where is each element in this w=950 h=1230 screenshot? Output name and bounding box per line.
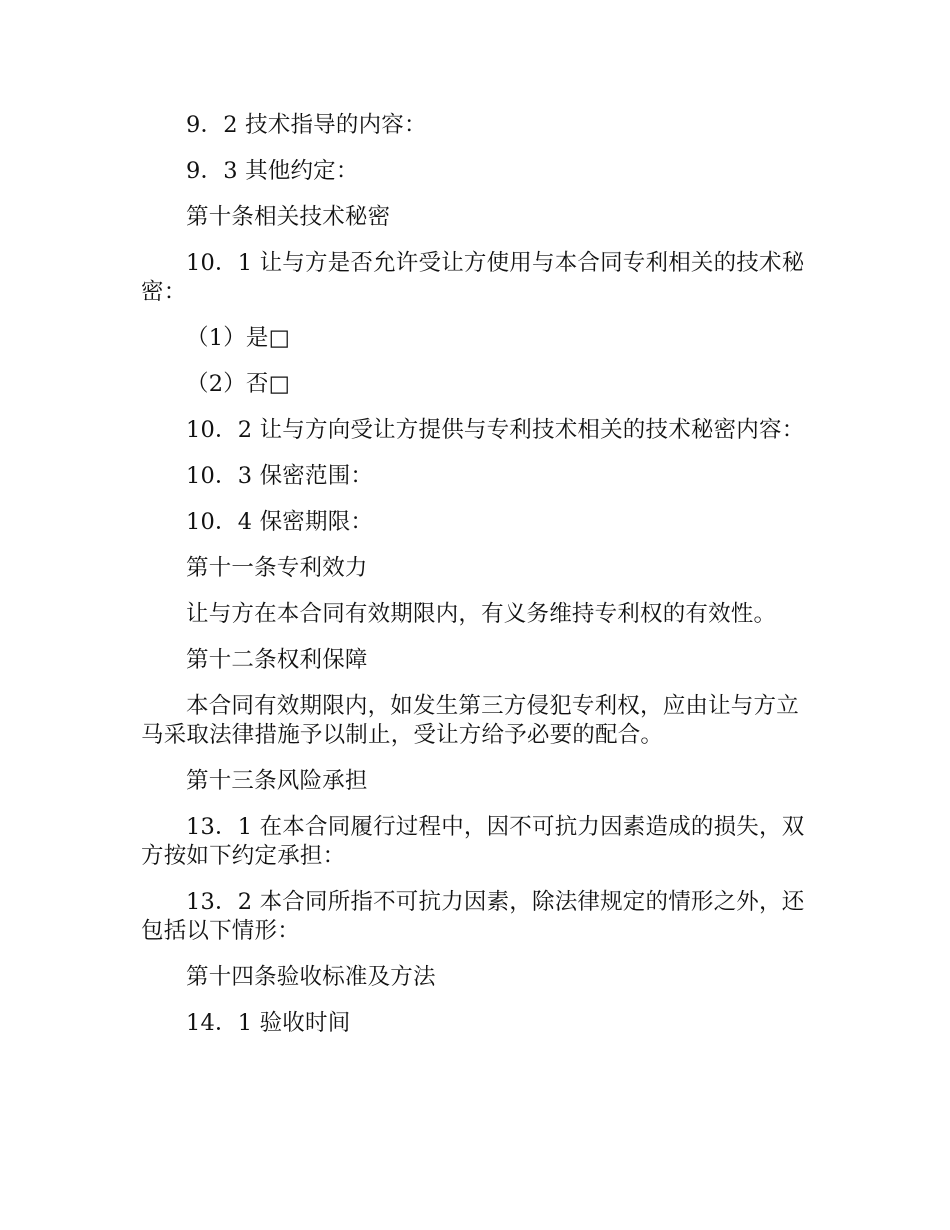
option-yes: （1）是□	[186, 325, 291, 351]
paragraph-9-3: 9．3 其他约定：	[186, 158, 359, 184]
paragraph-12-body: 本合同有效期限内，如发生第三方侵犯专利权，应由让与方立马采取法律措施予以制止，受让方给予必要的配合。	[141, 693, 799, 748]
article-12-heading: 第十二条权利保障	[186, 647, 368, 673]
paragraph-10-2: 10．2 让与方向受让方提供与专利技术相关的技术秘密内容：	[186, 417, 805, 443]
paragraph-14-1: 14．1 验收时间	[186, 1010, 351, 1036]
option-no: （2）否□	[186, 371, 291, 397]
paragraph-13-1: 13．1 在本合同履行过程中，因不可抗力因素造成的损失，双方按如下约定承担：	[141, 814, 805, 869]
article-11-heading: 第十一条专利效力	[186, 555, 368, 581]
paragraph-11-body: 让与方在本合同有效期限内，有义务维持专利权的有效性。	[186, 601, 777, 627]
document-body	[141, 111, 821, 1055]
paragraph-10-1: 10．1 让与方是否允许受让方使用与本合同专利相关的技术秘密：	[141, 250, 805, 305]
article-10-heading: 第十条相关技术秘密	[186, 204, 391, 230]
article-13-heading: 第十三条风险承担	[186, 768, 368, 794]
article-14-heading: 第十四条验收标准及方法	[186, 964, 436, 990]
paragraph-9-2: 9．2 技术指导的内容：	[186, 112, 427, 138]
paragraph-10-3: 10．3 保密范围：	[186, 463, 374, 489]
paragraph-13-2: 13．2 本合同所指不可抗力因素，除法律规定的情形之外，还包括以下情形：	[141, 889, 805, 944]
paragraph-10-4: 10．4 保密期限：	[186, 509, 374, 535]
